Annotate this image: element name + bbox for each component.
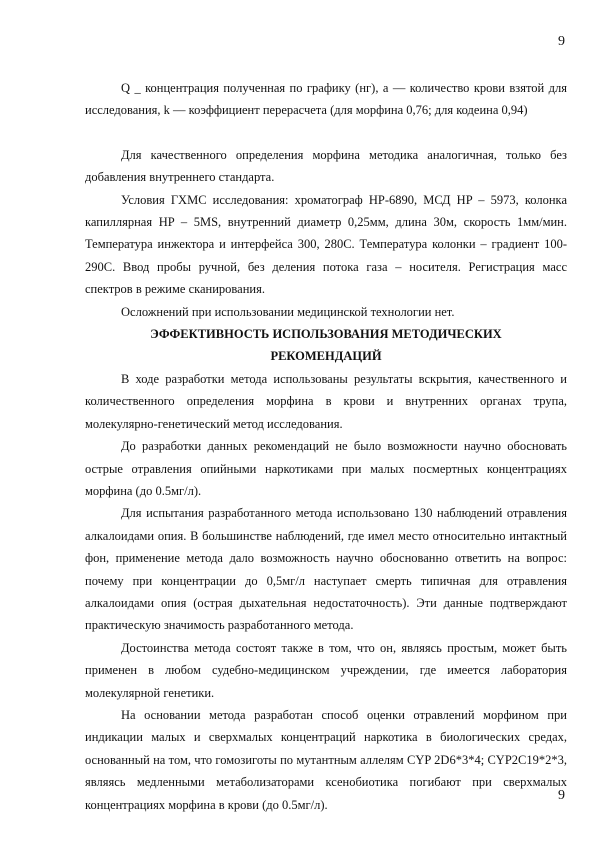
page-body [85, 77, 567, 816]
paragraph-qualitative: Для качественного определения морфина методика аналогичная, только без добавления внутреннего стандарта. [85, 147, 567, 185]
paragraph-gcms-conditions: Условия ГХМС исследования: хроматограф HP-6890, МСД HP – 5973, колонка капиллярная HP – 5MS, внутренний диаметр 0,25мм, длина 30м, скорость 1мм/мин. Температура инжектора и интерфейса 300, 280С. Температура колонки – градиент 100-290С. Ввод пробы ручной, без деления потока газа – носителя. Регистрация масс спектров в режиме сканирования. [85, 192, 567, 297]
paragraph-before: До разработки данных рекомендаций не было возможности научно обосновать острые отравления опийными наркотиками при малых посмертных концентрациях морфина (до 0.5мг/л). [85, 439, 567, 498]
section-title: ЭФФЕКТИВНОСТЬ ИСПОЛЬЗОВАНИЯ МЕТОДИЧЕСКИХ РЕКОМЕНДАЦИЙ [150, 327, 502, 364]
paragraph-development: В ходе разработки метода использованы результаты вскрытия, качественного и количественного определения морфина в крови и внутренних органах трупа, молекулярно-генетический метод исследования. [85, 371, 567, 431]
page-number-top: 9 [558, 34, 565, 49]
page-number-bottom: 9 [558, 788, 565, 803]
paragraph-testing: Для испытания разработанного метода использовано 130 наблюдений отравления алкалоидами опия. В большинстве наблюдений, где имел место относительно интактный фон, применение метода дало возможность научно обоснованно ответить на вопрос: почему при концентрации до 0,5мг/л наступает смерть типичная для отравления алкалоидами опия (острая дыхательная недостаточность). Эти данные подтверждают практическую значимость разработанного метода. [85, 506, 567, 633]
paragraph-formula-legend: Q _ концентрация полученная по графику (нг), а — количество крови взятой для исследования, k — коэффициент перерасчета (для морфина 0,76; для кодеина 0,94) [85, 81, 567, 118]
paragraph-complications: Осложнений при использовании медицинской технологии нет. [121, 304, 455, 319]
paragraph-method-basis: На основании метода разработан способ оценки отравлений морфином при индикации малых и сверхмалых концентраций наркотика в биологических средах, основанный на том, что гомозиготы по мутантным аллелям CYP 2D6*3*4; CYP2C19*2*3, являясь медленными метаболизаторами ксенобиотика погибают при сверхмалых концентрациях морфина в крови (до 0.5мг/л). [85, 707, 567, 812]
paragraph-advantages: Достоинства метода состоят также в том, что он, являясь простым, может быть применен в любом судебно-медицинском учреждении, где имеется лаборатория молекулярной генетики. [85, 640, 567, 700]
